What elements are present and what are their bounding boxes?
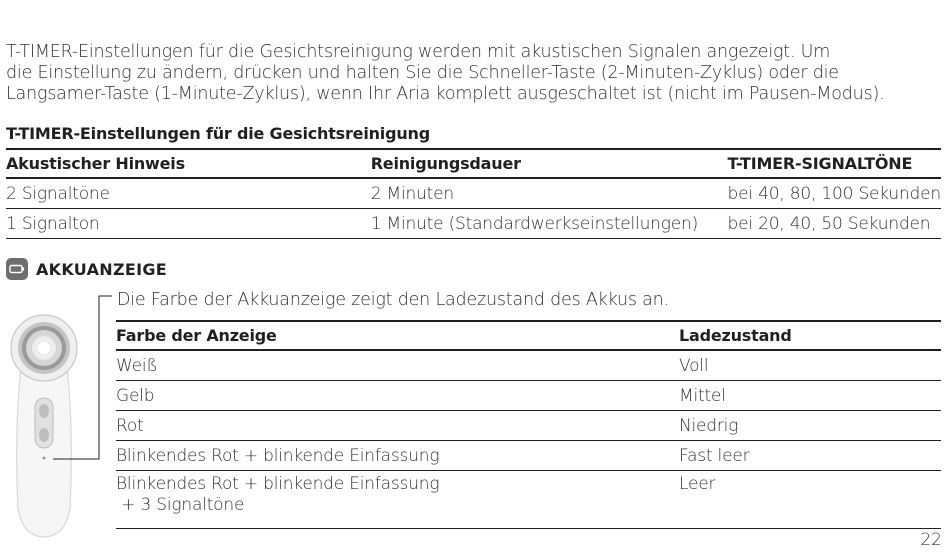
column-header: Reinigungsdauer	[371, 149, 728, 178]
battery-table	[116, 320, 941, 529]
table-cell: Voll	[679, 350, 941, 381]
table-cell: bei 20, 40, 50 Sekunden	[728, 209, 941, 239]
column-header: T-TIMER-SIGNALTÖNE	[728, 149, 941, 178]
table-cell: 2 Signaltöne	[6, 178, 371, 209]
table-cell: Weiß	[116, 350, 679, 381]
table-cell: Gelb	[116, 381, 679, 411]
table-cell: Blinkendes Rot + blinkende Einfassung	[116, 441, 679, 471]
table-row	[6, 178, 941, 209]
battery-intro-text: Die Farbe der Akkuanzeige zeigt den Ladezustand des Akkus an.	[117, 290, 669, 310]
table-row	[116, 381, 941, 411]
column-header: Farbe der Anzeige	[116, 321, 679, 350]
table-row	[116, 411, 941, 441]
intro-line: Langsamer-Taste (1-Minute-Zyklus), wenn Ihr Aria komplett ausgeschaltet ist (nicht im Pausen-Modus).	[6, 84, 885, 104]
page-number: 22	[920, 530, 942, 550]
column-header: Akustischer Hinweis	[6, 149, 371, 178]
intro-line: T-TIMER-Einstellungen für die Gesichtsreinigung werden mit akustischen Signalen angezeigt. Um	[6, 42, 831, 62]
table-cell: 1 Minute (Standardwerkseinstellungen)	[371, 209, 728, 239]
table-cell: Fast leer	[679, 441, 941, 471]
table-header-row	[116, 321, 941, 350]
table-cell: Mittel	[679, 381, 941, 411]
timer-table-title: T-TIMER-Einstellungen für die Gesichtsreinigung	[6, 124, 430, 143]
callout-leader-line	[52, 295, 112, 465]
table-cell: Rot	[116, 411, 679, 441]
table-cell: bei 40, 80, 100 Sekunden	[728, 178, 941, 209]
table-cell: 2 Minuten	[371, 178, 728, 209]
column-header: Ladezustand	[679, 321, 941, 350]
table-header-row	[6, 149, 941, 178]
table-row	[116, 441, 941, 471]
table-row	[6, 209, 941, 239]
table-cell: 1 Signalton	[6, 209, 371, 239]
table-cell: Niedrig	[679, 411, 941, 441]
timer-table	[6, 148, 941, 239]
battery-section-heading	[6, 258, 167, 280]
table-row	[116, 350, 941, 381]
table-row	[116, 471, 941, 529]
battery-icon	[6, 258, 28, 280]
table-cell: Leer	[679, 471, 941, 529]
battery-heading-label: AKKUANZEIGE	[36, 259, 168, 279]
table-cell: Blinkendes Rot + blinkende Einfassung + 3 Signaltöne	[116, 471, 679, 529]
intro-paragraph	[6, 42, 941, 105]
intro-line: die Einstellung zu ändern, drücken und halten Sie die Schneller-Taste (2-Minuten-Zyklus) oder die	[6, 63, 839, 83]
